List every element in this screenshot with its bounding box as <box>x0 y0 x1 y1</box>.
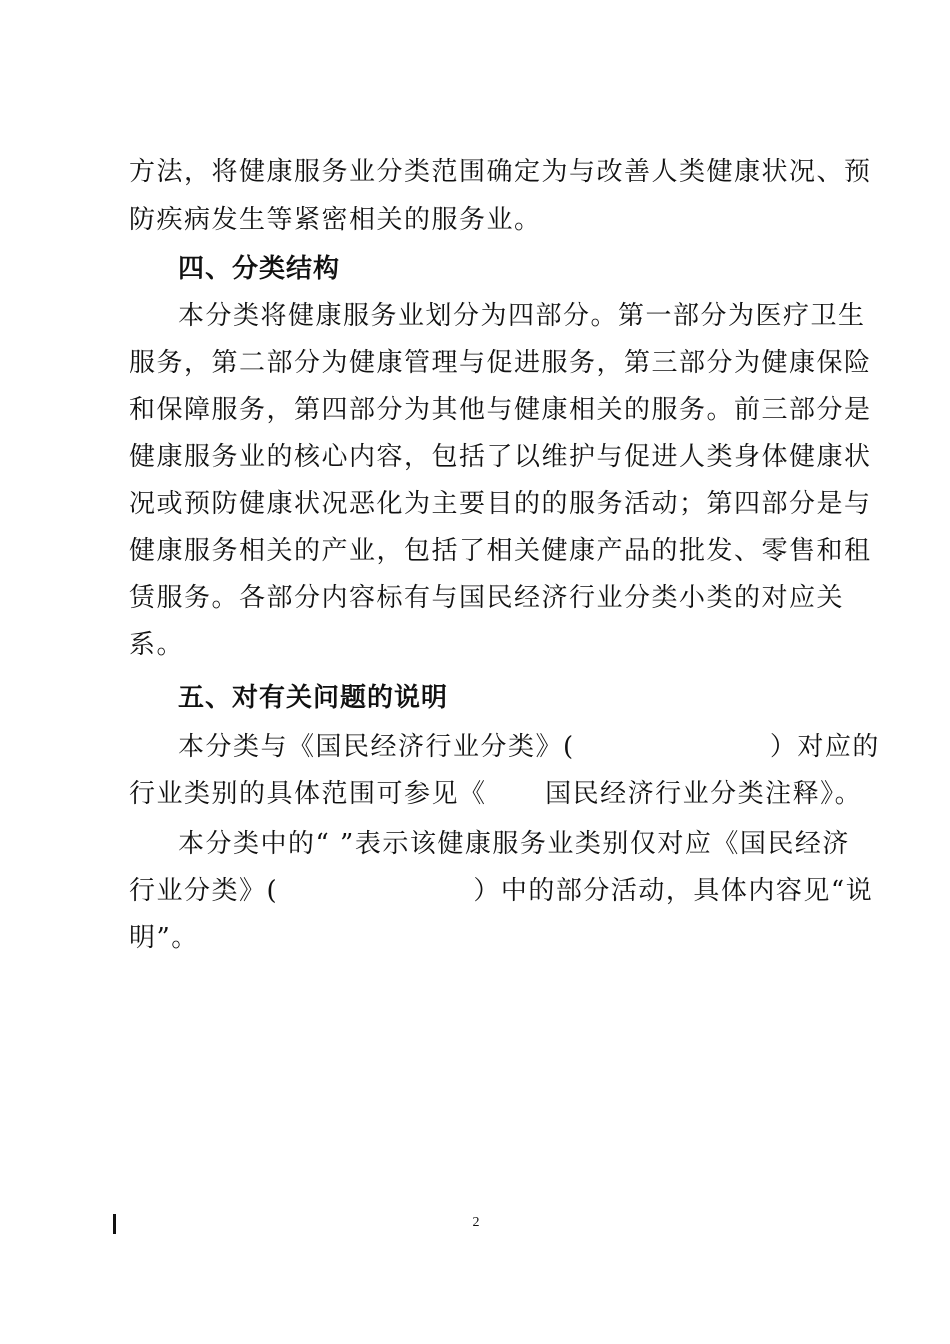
body-text-line: 本分类与《国民经济行业分类》( ）对应的 <box>178 732 880 762</box>
body-text-line: 健康服务相关的产业，包括了相关健康产品的批发、零售和租 <box>129 536 872 566</box>
body-text-line: 本分类中的“ ”表示该健康服务业类别仅对应《国民经济 <box>178 829 850 859</box>
body-text-line: 况或预防健康状况恶化为主要目的的服务活动；第四部分是与 <box>129 489 872 519</box>
section-heading-5: 五、对有关问题的说明 <box>178 683 449 713</box>
section-heading-4: 四、分类结构 <box>178 254 341 284</box>
page-number: 2 <box>472 1215 480 1230</box>
body-text-line: 明”。 <box>129 923 199 953</box>
text-cursor-mark <box>113 1214 116 1234</box>
body-text-line: 方法，将健康服务业分类范围确定为与改善人类健康状况、预 <box>129 157 872 187</box>
body-text-line: 行业分类》( ）中的部分活动，具体内容见“说 <box>129 876 874 906</box>
body-text-line: 赁服务。各部分内容标有与国民经济行业分类小类的对应关 <box>129 583 845 613</box>
body-text-line: 和保障服务，第四部分为其他与健康相关的服务。前三部分是 <box>129 395 872 425</box>
body-text-line: 本分类将健康服务业划分为四部分。第一部分为医疗卫生 <box>178 301 866 331</box>
body-text-line: 健康服务业的核心内容，包括了以维护与促进人类身体健康状 <box>129 442 872 472</box>
body-text-line: 服务，第二部分为健康管理与促进服务，第三部分为健康保险 <box>129 348 872 378</box>
body-text-line: 行业类别的具体范围可参见《 国民经济行业分类注释》。 <box>129 779 863 809</box>
body-text-line: 系。 <box>129 630 185 660</box>
body-text-line: 防疾病发生等紧密相关的服务业。 <box>129 205 542 235</box>
